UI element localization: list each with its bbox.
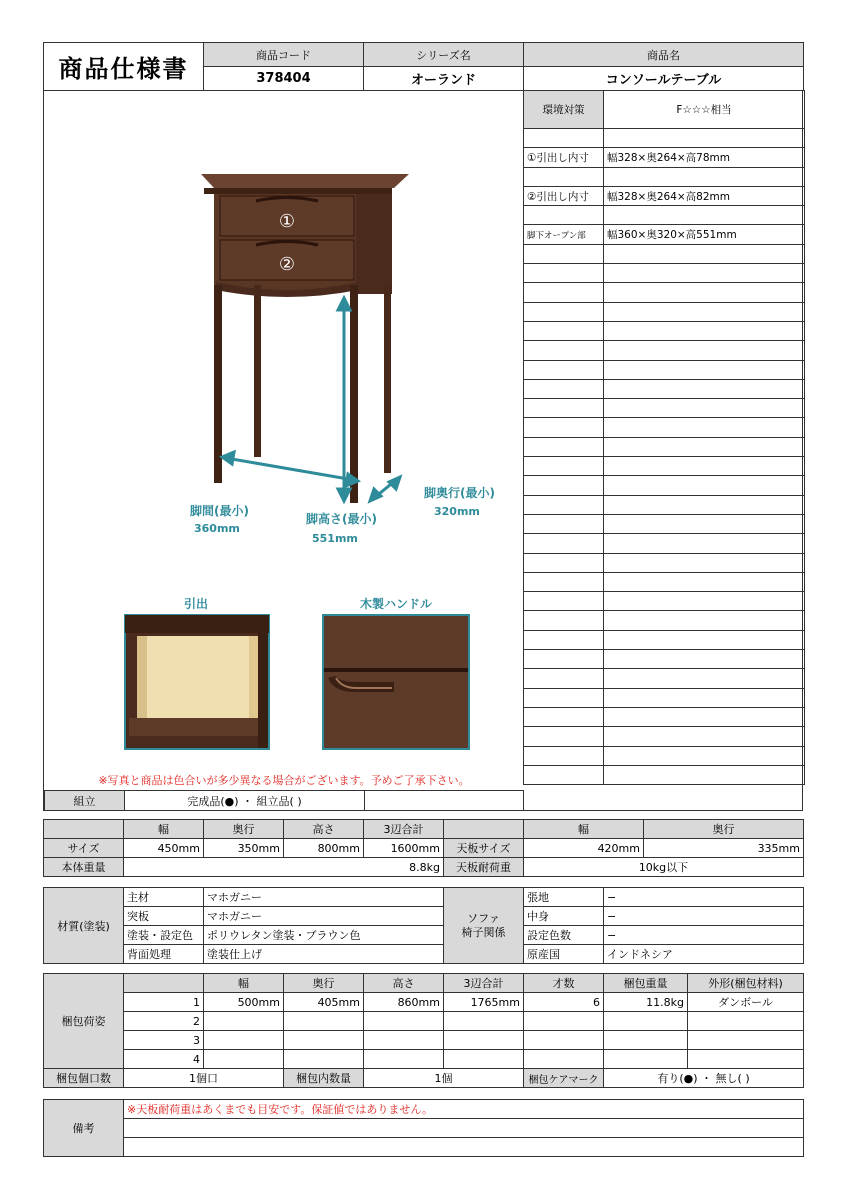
material-group-label: 材質(塗装) [44,888,124,964]
remarks-text: ※天板耐荷重はあくまでも目安です。保証値ではありません。 [124,1100,804,1119]
material-value: マホガニー [204,907,444,926]
packing-header: 梱包重量 [604,974,688,993]
sofa-label: 中身 [524,907,604,926]
sofa-label: 原産国 [524,945,604,964]
packing-count-value: 1個口 [124,1069,284,1088]
photo-area [44,90,523,790]
packing-cell: 405mm [284,993,364,1012]
assembly-table [44,790,524,811]
header-table [43,42,804,91]
packing-header: 奥行 [284,974,364,993]
weight-label: 本体重量 [44,858,124,877]
packing-row-no: 3 [124,1031,204,1050]
size-width: 450mm [124,839,204,858]
material-label: 背面処理 [124,945,204,964]
material-value: マホガニー [204,888,444,907]
dimension-arrows [222,298,400,501]
material-label: 突板 [124,907,204,926]
size-header-depth: 奥行 [204,820,284,839]
packing-header: 3辺合計 [444,974,524,993]
spec-blank [524,206,604,225]
size-total: 1600mm [364,839,444,858]
top-width: 420mm [524,839,644,858]
packing-cell: 11.8kg [604,993,688,1012]
product-code: 378404 [204,67,364,91]
top-size-label: 天板サイズ [444,839,524,858]
leg-back-right [384,285,391,473]
packing-count-label: 梱包個口数 [44,1069,124,1088]
detail-drawer-title: 引出 [183,597,209,611]
sofa-label: 設定色数 [524,926,604,945]
top-depth: 335mm [644,839,804,858]
name-label: 商品名 [524,43,804,67]
table-top-edge [204,188,392,194]
leg-gap-label: 脚間(最小) [190,504,249,518]
size-depth: 350mm [204,839,284,858]
material-table [43,887,804,964]
spec-open-label: 脚下オープン部 [524,225,604,244]
material-label: 塗装・設定色 [124,926,204,945]
top-header-depth: 奥行 [644,820,804,839]
spec-blank [524,129,604,148]
series-label: シリーズ名 [364,43,524,67]
material-value: 塗装仕上げ [204,945,444,964]
packing-cell: 860mm [364,993,444,1012]
material-value: ポリウレタン塗装・ブラウン色 [204,926,444,945]
remarks-blank [124,1119,804,1138]
packing-table [43,973,804,1088]
size-header-width: 幅 [124,820,204,839]
detail-handle-title: 木製ハンドル [359,597,433,611]
packing-header: 才数 [524,974,604,993]
spec-env-label: 環境対策 [524,91,604,129]
sofa-value: − [604,907,804,926]
drawer-1-mark: ① [278,211,296,232]
size-header-total: 3辺合計 [364,820,444,839]
packing-header: 高さ [364,974,444,993]
size-header-height: 高さ [284,820,364,839]
leg-height-value: 551mm [312,532,358,545]
spec-drawer1-label: ①引出し内寸 [524,148,604,167]
sofa-group-label [444,888,524,964]
spec-blank [604,129,805,148]
sofa-label-1: ソファ [467,911,500,925]
packing-cell: 500mm [204,993,284,1012]
spec-blank [524,167,604,186]
leg-back-left [254,285,261,457]
packing-cell: 6 [524,993,604,1012]
packing-cell: ダンボール [688,993,804,1012]
doc-title-cell [44,43,204,91]
packing-row-no: 2 [124,1012,204,1031]
packing-inner-label: 梱包内数量 [284,1069,364,1088]
remarks-table [43,1099,804,1157]
packing-group-label: 梱包荷姿 [44,974,124,1069]
handle-detail-photo [323,615,469,749]
packing-row-no: 1 [124,993,204,1012]
doc-title: 商品仕様書 [58,55,189,83]
load-value: 10kg以下 [524,858,804,877]
assembly-blank [365,791,524,811]
spec-open-value: 幅360×奥320×高551mm [604,225,805,244]
packing-inner-value: 1個 [364,1069,524,1088]
drawer-detail-photo [125,615,269,749]
leg-depth-label: 脚奥行(最小) [424,486,495,500]
code-label: 商品コード [204,43,364,67]
table-top [201,174,409,188]
color-note: ※写真と商品は色合いが多少異なる場合がございます。予めご了承下さい。 [98,774,470,787]
weight-value: 8.8kg [124,858,444,877]
spec-drawer2-value: 幅328×奥264×高82mm [604,186,805,205]
leg-front-right [350,285,358,503]
size-row-label: サイズ [44,839,124,858]
spec-env-value: F☆☆☆相当 [604,91,805,129]
assembly-label: 組立 [45,791,125,811]
leg-gap-value: 360mm [194,522,240,535]
leg-height-label: 脚高さ(最小) [306,512,377,526]
spec-drawer1-value: 幅328×奥264×高78mm [604,148,805,167]
spec-drawer2-label: ②引出し内寸 [524,186,604,205]
sofa-value: インドネシア [604,945,804,964]
console-table-illustration [44,90,523,790]
packing-header: 幅 [204,974,284,993]
packing-cell: 1765mm [444,993,524,1012]
load-label: 天板耐荷重 [444,858,524,877]
sofa-label-2: 椅子関係 [461,925,506,939]
remarks-blank [124,1138,804,1157]
drawer-2-mark: ② [278,254,296,275]
table-side [356,194,392,294]
spec-blank [604,167,805,186]
sofa-value: − [604,926,804,945]
leg-depth-value: 320mm [434,505,480,518]
size-table [43,819,804,877]
spec-blank [604,206,805,225]
size-height: 800mm [284,839,364,858]
packing-care-label: 梱包ケアマーク [524,1069,604,1088]
top-header-width: 幅 [524,820,644,839]
series-name: オーランド [364,67,524,91]
main-section [43,90,803,811]
sofa-label: 張地 [524,888,604,907]
leg-front-left [214,285,222,483]
assembly-value: 完成品(●) ・ 組立品( ) [125,791,365,811]
sofa-value: − [604,888,804,907]
remarks-label: 備考 [44,1100,124,1157]
packing-care-value: 有り(●) ・ 無し( ) [604,1069,804,1088]
material-label: 主材 [124,888,204,907]
spec-grid [523,90,805,785]
packing-header: 外形(梱包材料) [688,974,804,993]
packing-row-no: 4 [124,1050,204,1069]
product-name: コンソールテーブル [524,67,804,91]
